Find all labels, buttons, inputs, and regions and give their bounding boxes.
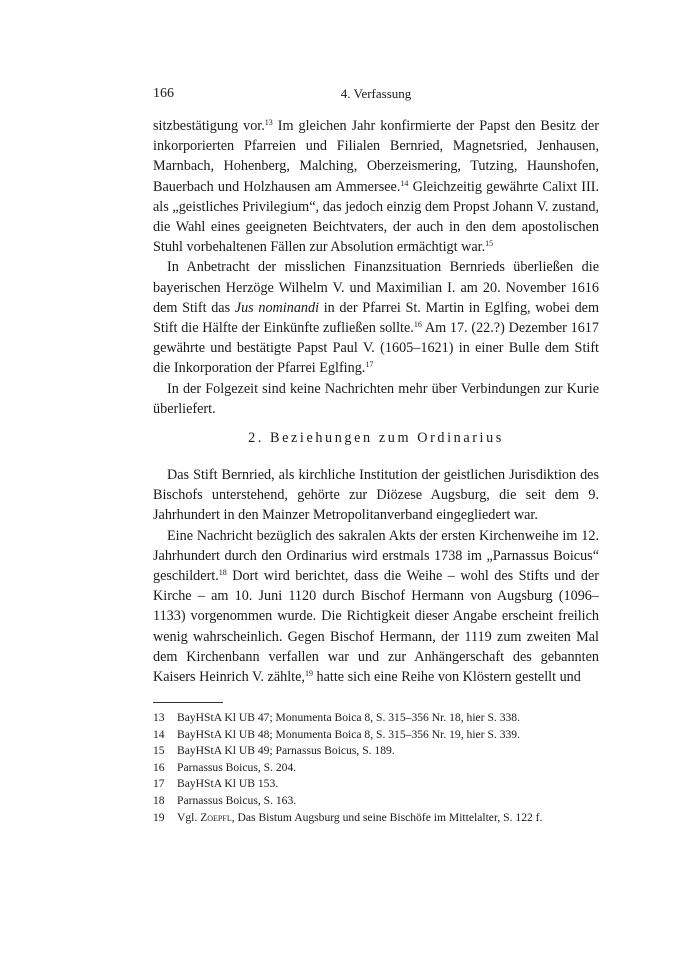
latin-term: Jus nominandi xyxy=(234,299,320,316)
paragraph-1: sitzbestätigung vor.$^{13}$ Im gleichen Jahr konfirmierte der Papst den Besitz der inkorporierten Pfarreien und Filialen Bernried, Magnetsried, Jenhausen, Marnbach, Hohenberg, Malching, Oberzeismering, Tutzing, Haunshofen, Bauerbach und Holzhausen am Ammersee.$^{14}$ Gleichzeitig gewährte Calixt III. als „geistliches Privilegium“, das jedoch einzig dem Propst Johann V. zustand, die Wahl eines geeigneten Beichtvaters, der auch in den dem apostolischen Stuhl vorbehaltenen Fällen zur Absolution ermächtigt war.$^{15}$ xyxy=(153,118,599,256)
paragraph-3: In der Folgezeit sind keine Nachrichten mehr über Verbindungen zur Kurie überliefert. xyxy=(153,380,599,417)
paragraph-4: Das Stift Bernried, als kirchliche Institution der geistlichen Jurisdiktion des Bischofs unterstehend, gehörte zur Diözese Augsburg, die seit dem 9. Jahrhundert in den Mainzer Metropolitanverband eingegliedert war. xyxy=(153,467,599,524)
author-name: Zoepfl xyxy=(200,810,232,824)
footnote-18: 18 Parnassus Boicus, S. 163. xyxy=(153,793,297,807)
footnote-ref-15: 15 xyxy=(485,239,494,249)
chapter-title: 4. Verfassung xyxy=(340,86,412,101)
footnote-14: 14 BayHStA Kl UB 48; Monumenta Boica 8, S. 315–356 Nr. 19, hier S. 339. xyxy=(153,727,520,741)
page-number: 166 xyxy=(153,86,174,101)
footnotes xyxy=(153,710,599,826)
footnote-15: 15 BayHStA Kl UB 49; Parnassus Boicus, S. 189. xyxy=(153,744,395,758)
main-text xyxy=(153,116,599,419)
footnote-ref-17: 17 xyxy=(365,360,374,370)
footnote-ref-18: 18 xyxy=(218,568,227,578)
footnote-13: 13 BayHStA Kl UB 47; Monumenta Boica 8, S. 315–356 Nr. 18, hier S. 338. xyxy=(153,711,520,724)
paragraph-2: In Anbetracht der misslichen Finanzsituation Bernrieds überließen die bayerischen Herzöge Wilhelm V. und Maximilian I. am 20. November 1616 dem Stift das Jus nominandi in der Pfarrei St. Martin in Eglfing, wobei dem Stift die Hälfte der Einkünfte zufließen sollte.$^{16}$ Am 17. (22.?) Dezember 1617 gewährte und bestätigte Papst Paul V. (1605–1621) in einer Bulle dem Stift die Inkorporation der Pfarrei Eglfing.$^{17}$ xyxy=(153,259,600,377)
running-head xyxy=(153,86,599,106)
footnote-rule xyxy=(153,702,223,703)
footnote-ref-14: 14 xyxy=(400,178,409,188)
section-text xyxy=(153,465,599,687)
footnote-19: 19 Vgl. Zoepfl, Das Bistum Augsburg und seine Bischöfe im Mittelalter, S. 122 f. xyxy=(153,810,543,824)
footnote-17: 17 BayHStA Kl UB 153. xyxy=(153,777,279,791)
footnote-16: 16 Parnassus Boicus, S. 204. xyxy=(153,760,297,774)
footnote-ref-19: 19 xyxy=(304,669,313,679)
section-heading: 2. Beziehungen zum Ordinarius xyxy=(248,430,504,446)
footnote-ref-13: 13 xyxy=(264,118,273,127)
footnote-ref-16: 16 xyxy=(413,320,422,330)
paragraph-5: Eine Nachricht bezüglich des sakralen Akts der ersten Kirchenweihe im 12. Jahrhundert durch den Ordinarius wird erstmals 1738 im „Parnassus Boicus“ geschildert.$^{18}$ Dort wird berichtet, dass die Weihe – wohl des Stifts und der Kirche – am 10. Juni 1120 durch Bischof Hermann von Augsburg (1096–1133) vorgenommen wurde. Die Richtigkeit dieser Angabe erscheint freilich wenig wahrscheinlich. Gegen Bischof Hermann, der 1119 zum zweiten Mal dem Kirchenbann verfallen war und zur Anhängerschaft des gebannten Kaisers Heinrich V. zählte,$^{19}$ hatte sich eine Reihe von Klöstern gestellt und xyxy=(153,527,599,686)
